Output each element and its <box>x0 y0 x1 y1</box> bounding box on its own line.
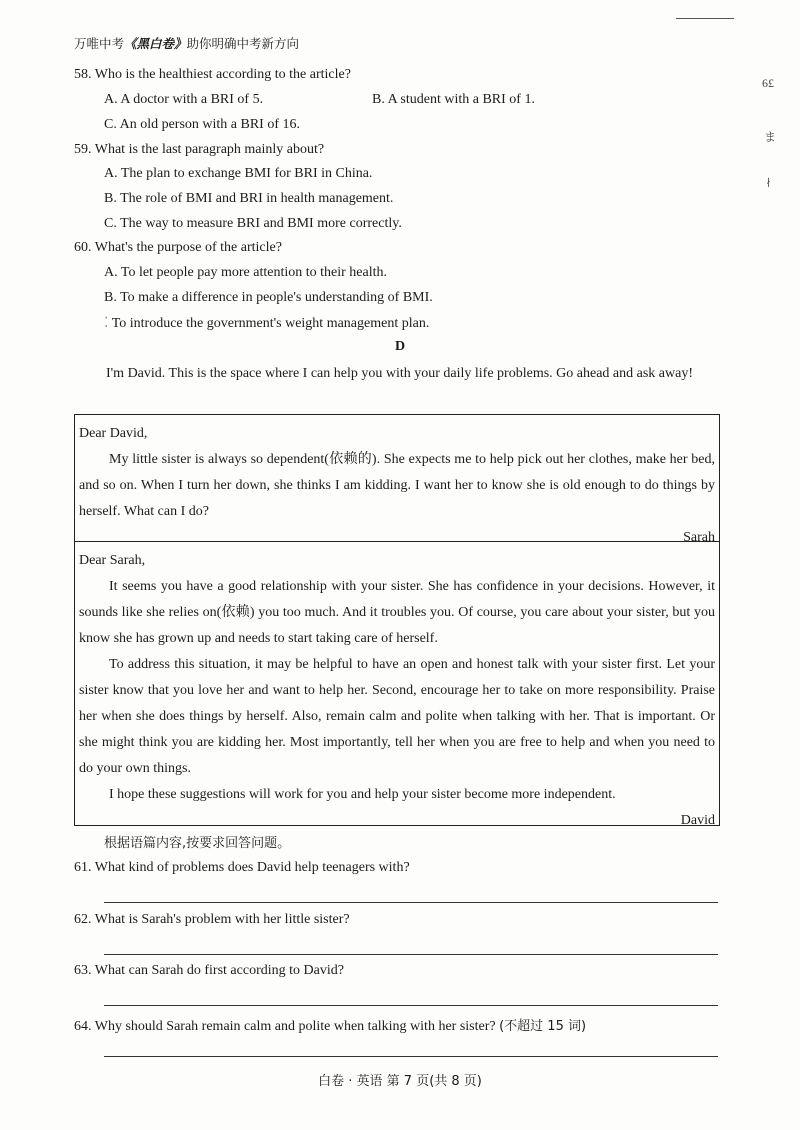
section-intro <box>74 362 720 386</box>
question-64 <box>74 1015 586 1035</box>
option-text: The plan to exchange BMI for BRI in China. <box>120 166 373 181</box>
question-63 <box>74 963 344 979</box>
option-label: A. <box>104 92 118 107</box>
question-text: What's the purpose of the article? <box>94 240 282 255</box>
option-59b <box>104 191 393 207</box>
question-number: 59. <box>74 142 92 157</box>
letter-paragraph: It seems you have a good relationship with your sister. She has confidence in your decisions. However, it sounds like she relies on(依赖) you too much. And it troubles you. Of course, you care about your sister, but you know she has grown up and needs to start taking care of herself. <box>79 579 715 646</box>
letter-salutation: Dear David, <box>79 426 148 441</box>
option-label: C. <box>104 117 117 132</box>
letter-salutation: Dear Sarah, <box>79 553 146 568</box>
header-brand: 《黑白卷》 <box>124 36 187 51</box>
question-text: Why should Sarah remain calm and polite when talking with her sister? <box>94 1019 496 1034</box>
letter-signature: David <box>680 813 715 828</box>
section-title: D <box>394 339 406 354</box>
question-text: Who is the healthiest according to the article? <box>94 67 351 82</box>
letter-paragraph: I hope these suggestions will work for you and help your sister become more independent. <box>109 787 616 802</box>
letter-body: My little sister is always so dependent(依赖的). She expects me to help pick out her clothes, make her bed, and so on. When I turn her down, she thinks I am kidding. I want her to know she is old enough to do things by herself. What can I do? <box>79 452 715 519</box>
question-60 <box>74 240 282 256</box>
option-text: An old person with a BRI of 16. <box>119 117 301 132</box>
question-text: What is Sarah's problem with her little sister? <box>94 912 350 927</box>
option-59c <box>104 216 402 232</box>
option-58a <box>104 92 263 108</box>
margin-mark: 6£ <box>762 76 774 90</box>
option-text: The role of BMI and BRI in health management. <box>120 191 394 206</box>
page-header <box>74 34 299 52</box>
intro-paragraph: I'm David. This is the space where I can help you with your daily life problems. Go ahead and ask away! <box>106 366 693 381</box>
option-label: B. <box>372 92 385 107</box>
question-number: 64. <box>74 1019 92 1034</box>
option-60a <box>104 265 387 281</box>
question-58 <box>74 67 351 83</box>
option-label: ⁚ <box>104 316 109 331</box>
option-59a <box>104 166 372 182</box>
letter-signature: Sarah <box>683 530 715 545</box>
top-rule <box>676 18 734 19</box>
question-number: 58. <box>74 67 92 82</box>
option-text: To let people pay more attention to their health. <box>120 265 387 280</box>
margin-mark: ま <box>764 130 777 144</box>
header-suffix: 助你明确中考新方向 <box>186 36 300 51</box>
letter-box <box>74 414 720 826</box>
question-text: What kind of problems does David help teenagers with? <box>94 860 410 875</box>
letter-paragraph: To address this situation, it may be helpful to have an open and honest talk with your sister first. Let your sister know that you love her and want to help her. Second, encourage her to take on more responsibility. Praise her when she does things by herself. Also, remain calm and polite when talking with her. That is important. Or she might think you are kidding her. Most importantly, tell her when you are free to help and when you need to do your own things. <box>79 657 715 776</box>
question-text: What can Sarah do first according to David? <box>94 963 344 978</box>
option-text: The way to measure BRI and BMI more correctly. <box>120 216 402 231</box>
option-label: C. <box>104 216 117 231</box>
answer-line[interactable] <box>104 954 718 955</box>
option-label: B. <box>104 191 117 206</box>
question-number: 62. <box>74 912 92 927</box>
option-text: To make a difference in people's understanding of BMI. <box>120 290 433 305</box>
question-59 <box>74 142 324 158</box>
option-58c <box>104 117 300 133</box>
question-61 <box>74 860 410 876</box>
answer-line[interactable] <box>104 1005 718 1006</box>
question-62 <box>74 912 350 928</box>
option-label: A. <box>104 166 118 181</box>
question-number: 63. <box>74 963 92 978</box>
letter-from-sarah <box>75 415 719 545</box>
option-text: A student with a BRI of 1. <box>387 92 535 107</box>
word-limit-note: (不超过 15 词) <box>499 1019 587 1034</box>
letter-from-david <box>75 542 719 838</box>
instruction: 根据语篇内容,按要求回答问题。 <box>104 836 291 851</box>
option-text: To introduce the government's weight management plan. <box>111 316 430 331</box>
answer-line[interactable] <box>104 1056 718 1057</box>
option-60c <box>104 315 429 332</box>
question-number: 60. <box>74 240 92 255</box>
option-label: A. <box>104 265 118 280</box>
option-text: A doctor with a BRI of 5. <box>120 92 264 107</box>
option-label: B. <box>104 290 117 305</box>
question-text: What is the last paragraph mainly about? <box>94 142 325 157</box>
option-58b <box>372 92 535 108</box>
question-number: 61. <box>74 860 92 875</box>
margin-mark: ∤ <box>766 178 771 189</box>
option-60b <box>104 290 433 306</box>
header-prefix: 万唯中考 <box>74 36 125 51</box>
page-footer: 白卷 · 英语 第 7 页(共 8 页) <box>318 1074 482 1089</box>
answer-line[interactable] <box>104 902 718 903</box>
